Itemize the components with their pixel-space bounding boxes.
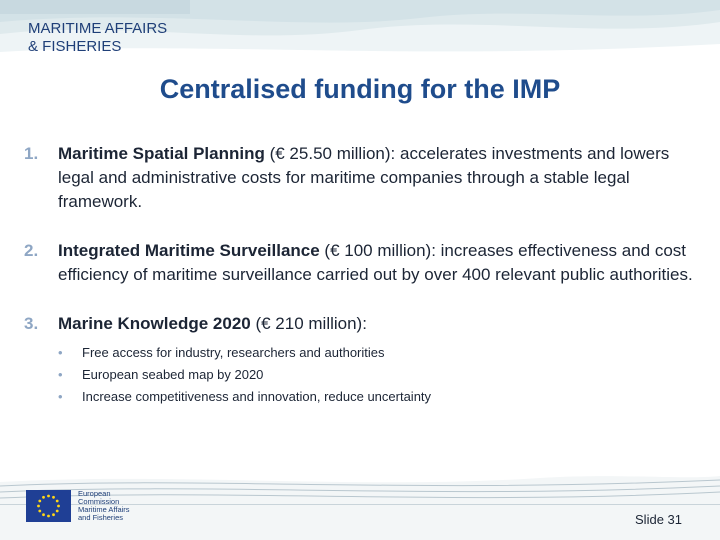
sub-bullet [58, 386, 696, 408]
logo-line-2: Commission [78, 497, 120, 506]
bullet-dot-icon: • [58, 367, 63, 382]
list-item-2 [24, 239, 696, 287]
logo-line-4: and Fisheries [78, 513, 124, 522]
header-line-1: MARITIME AFFAIRS [28, 20, 168, 37]
item-body [58, 142, 696, 214]
content-list [24, 142, 696, 408]
commission-logo-text [78, 490, 158, 522]
item-number: 1. [24, 144, 39, 163]
sub-bullet-list [58, 342, 696, 408]
item-text: (€ 25.50 million): accelerates investments and lowers legal and administrative costs for maritime companies through a stable legal framework. [58, 144, 670, 211]
list-item-3 [24, 312, 696, 336]
item-body [58, 312, 696, 336]
sub-bullet [58, 342, 696, 364]
bullet-dot-icon: • [58, 389, 63, 404]
sub-bullet-text: Free access for industry, researchers and authorities [82, 345, 385, 360]
logo-line-1: European [78, 489, 111, 498]
item-body [58, 239, 696, 287]
item-heading: Marine Knowledge 2020 [58, 314, 251, 333]
header-dg-label [28, 20, 167, 56]
slide-title: Centralised funding for the IMP [159, 74, 561, 104]
header-line-2: & FISHERIES [28, 38, 122, 55]
sub-bullet-text: European seabed map by 2020 [82, 367, 264, 382]
eu-flag-logo [26, 490, 71, 522]
item-heading: Maritime Spatial Planning [58, 144, 265, 163]
item-number: 3. [24, 314, 39, 333]
bullet-dot-icon: • [58, 345, 63, 360]
list-item-1 [24, 142, 696, 214]
sub-bullet [58, 364, 696, 386]
item-number: 2. [24, 241, 39, 260]
item-text: (€ 210 million): [250, 314, 367, 333]
slide-number: Slide 31 [635, 512, 682, 527]
logo-line-3: Maritime Affairs [78, 505, 130, 514]
sub-bullet-text: Increase competitiveness and innovation, reduce uncertainty [82, 389, 432, 404]
item-text: (€ 100 million): increases effectiveness and cost efficiency of maritime surveillance carried out by over 400 relevant public authorities. [58, 241, 693, 284]
item-heading: Integrated Maritime Surveillance [58, 241, 320, 260]
